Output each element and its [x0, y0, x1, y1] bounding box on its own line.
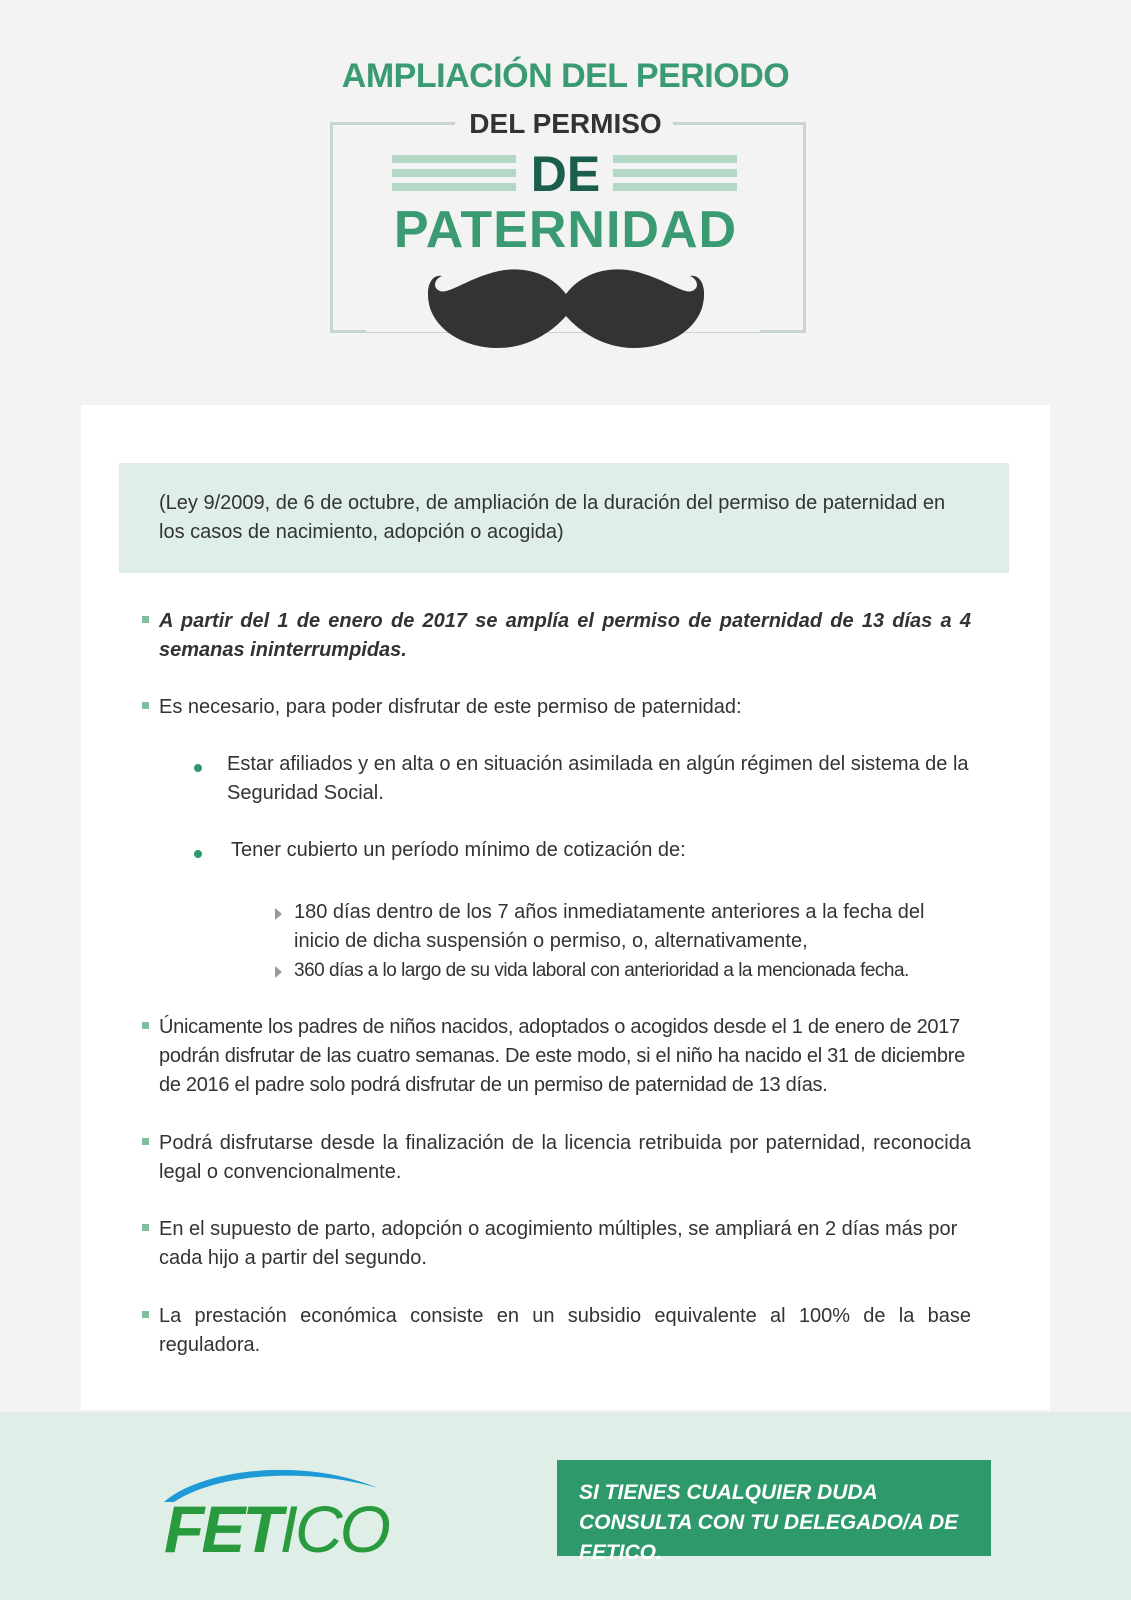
bullet-square-icon: [142, 1138, 149, 1145]
bullet-dot-icon: [194, 850, 202, 858]
logo-part-2: ICO: [279, 1492, 388, 1566]
law-reference-text: (Ley 9/2009, de 6 de octubre, de ampliación de la duración del permiso de paternidad en los casos de nacimiento, adopción o acogida): [159, 492, 946, 543]
bullet-square-icon: [142, 1311, 149, 1318]
bullet-square-icon: [142, 702, 149, 709]
contact-cta-text: SI TIENES CUALQUIER DUDA CONSULTA CON TU DELEGADO/A DE FETICO.: [579, 1481, 959, 1564]
title-line-3: DE: [530, 146, 601, 202]
bullet-triangle-icon: [275, 908, 282, 920]
list-item-3: Únicamente los padres de niños nacidos, adoptados o acogidos desde el 1 de enero de 2017 podrán disfrutar de las cuatro semanas. De este modo, si el niño ha nacido el 31 de diciembre de 2016 el padre solo podrá disfrutar de un permiso de paternidad de 13 días.: [159, 1016, 965, 1096]
contact-cta-box: [557, 1460, 991, 1564]
poster-header: [0, 0, 1131, 400]
list-item-1: A partir del 1 de enero de 2017 se amplía el permiso de paternidad de 13 días a 4 semanas ininterrumpidas.: [159, 610, 971, 661]
sub-item-1: Estar afiliados y en alta o en situación asimilada en algún régimen del sistema de la Seguridad Social.: [227, 753, 969, 804]
fetico-logo[interactable]: [160, 1462, 410, 1566]
bullet-square-icon: [142, 1022, 149, 1029]
title-line-1: AMPLIACIÓN DEL PERIODO: [341, 57, 790, 95]
footer: [0, 1412, 1131, 1600]
bullet-dot-icon: [194, 764, 202, 772]
title-line-2: DEL PERMISO: [469, 108, 662, 139]
sub-sub-item-1: 180 días dentro de los 7 años inmediatamente anteriores a la fecha del inicio de dicha suspensión o permiso, o, alternativamente,: [294, 901, 925, 952]
title-line-4: PATERNIDAD: [393, 201, 738, 259]
list-item-6: La prestación económica consiste en un subsidio equivalente al 100% de la base reguladora.: [159, 1305, 971, 1356]
law-reference-box: [119, 463, 1009, 573]
sub-item-2: Tener cubierto un período mínimo de cotización de:: [231, 839, 686, 861]
moustache-icon: [428, 268, 704, 352]
bullet-triangle-icon: [275, 966, 282, 978]
list-item-4: Podrá disfrutarse desde la finalización de la licencia retribuida por paternidad, reconocida legal o convencionalmente.: [159, 1132, 971, 1183]
content-card: [81, 405, 1050, 1410]
logo-wordmark: [164, 1494, 388, 1564]
sub-sub-item-2: 360 días a lo largo de su vida laboral con anterioridad a la mencionada fecha.: [294, 960, 909, 981]
bullet-square-icon: [142, 616, 149, 623]
list-item-5: En el supuesto de parto, adopción o acogimiento múltiples, se ampliará en 2 días más por cada hijo a partir del segundo.: [159, 1218, 958, 1269]
logo-part-1: FET: [164, 1492, 280, 1566]
list-item-2: Es necesario, para poder disfrutar de este permiso de paternidad:: [159, 696, 742, 718]
bullet-square-icon: [142, 1224, 149, 1231]
